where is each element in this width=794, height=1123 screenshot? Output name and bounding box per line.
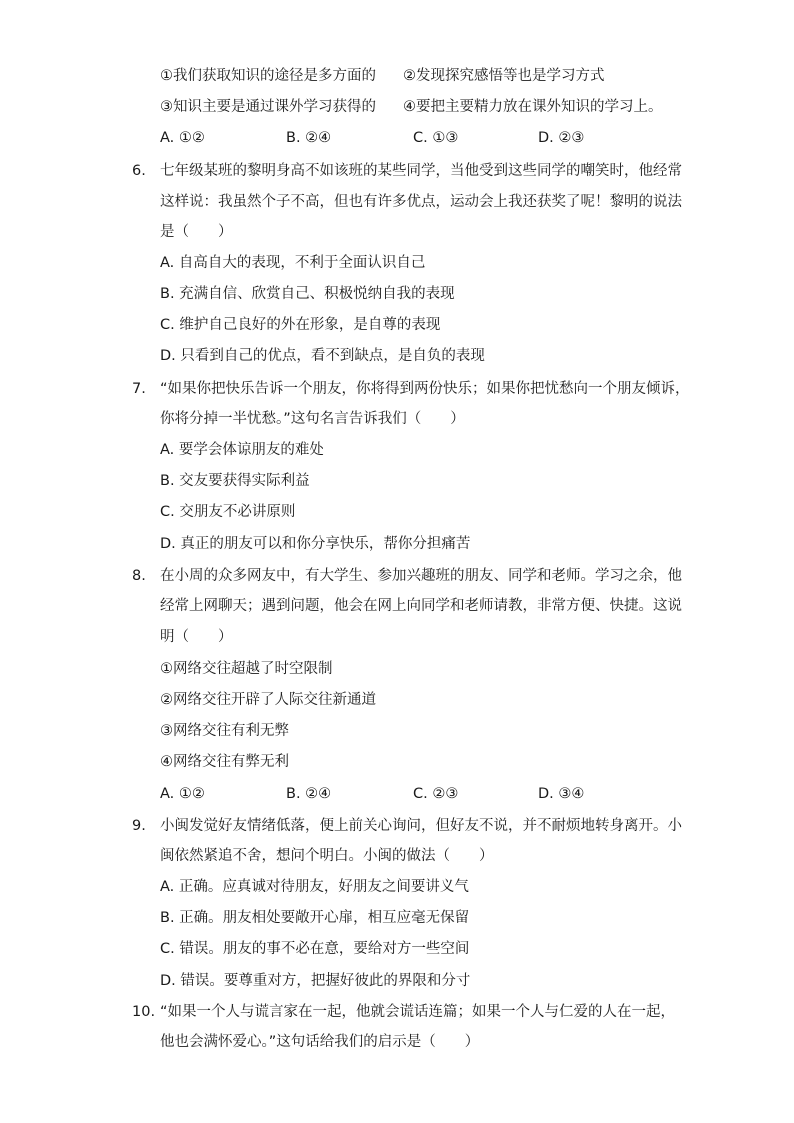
q8-statement-1: ①网络交往超越了时空限制 bbox=[160, 661, 333, 677]
question-6-text-line-2: 这样说：我虽然个子不高，但也有许多优点，运动会上我还获奖了呢！黎明的说法 bbox=[160, 194, 682, 210]
question-8-number: 8. bbox=[132, 568, 146, 584]
question-9-text-line-1: 小闽发觉好友情绪低落，便上前关心询问，但好友不说，并不耐烦地转身离开。小 bbox=[160, 818, 682, 834]
q8-option-b: B. ②④ bbox=[286, 786, 332, 802]
question-6-number: 6. bbox=[132, 163, 146, 179]
q8-statement-2: ②网络交往开辟了人际交往新通道 bbox=[160, 692, 376, 708]
q8-option-a: A. ①② bbox=[160, 786, 205, 802]
question-8-text-line-2: 经常上网聊天；遇到问题，他会在网上向同学和老师请教，非常方便、快捷。这说 bbox=[160, 598, 682, 614]
statement-4: ④要把主要精力放在课外知识的学习上。 bbox=[403, 99, 663, 115]
q9-option-d: D. 错误。要尊重对方，把握好彼此的界限和分寸 bbox=[160, 973, 471, 989]
question-8-text-line-3: 明（ ） bbox=[160, 629, 233, 645]
q7-option-d: D. 真正的朋友可以和你分享快乐，帮你分担痛苦 bbox=[160, 536, 471, 552]
q6-option-d: D. 只看到自己的优点，看不到缺点，是自负的表现 bbox=[160, 348, 485, 364]
q5-option-c: C. ①③ bbox=[413, 130, 459, 146]
question-9-text-line-2: 闽依然紧追不舍，想问个明白。小闽的做法（ ） bbox=[160, 848, 494, 864]
q9-option-b: B. 正确。朋友相处要敞开心扉，相互应毫无保留 bbox=[160, 910, 470, 926]
question-7-text-line-1: “如果你把快乐告诉一个朋友，你将得到两份快乐；如果你把忧愁向一个朋友倾诉， bbox=[160, 381, 690, 397]
statement-1: ①我们获取知识的途径是多方面的 bbox=[160, 68, 376, 84]
q6-option-c: C. 维护自己良好的外在形象，是自尊的表现 bbox=[160, 317, 441, 333]
q8-option-d: D. ③④ bbox=[538, 786, 585, 802]
q9-option-c: C. 错误。朋友的事不必在意，要给对方一些空间 bbox=[160, 941, 470, 957]
q8-statement-3: ③网络交往有利无弊 bbox=[160, 723, 289, 739]
question-10-number: 10. bbox=[132, 1004, 156, 1020]
q7-option-b: B. 交友要获得实际利益 bbox=[160, 473, 310, 489]
question-6-text-line-3: 是（ ） bbox=[160, 224, 233, 240]
q7-option-c: C. 交朋友不必讲原则 bbox=[160, 504, 296, 520]
question-7-text-line-2: 你将分掉一半忧愁。”这句名言告诉我们（ ） bbox=[160, 411, 465, 427]
question-8-text-line-1: 在小周的众多网友中，有大学生、参加兴趣班的朋友、同学和老师。学习之余，他 bbox=[160, 568, 682, 584]
statement-2: ②发现探究感悟等也是学习方式 bbox=[403, 68, 605, 84]
question-9-number: 9. bbox=[132, 818, 146, 834]
q8-option-c: C. ②③ bbox=[413, 786, 459, 802]
question-10-text-line-2: 他也会满怀爱心。”这句话给我们的启示是（ ） bbox=[160, 1034, 480, 1050]
q6-option-b: B. 充满自信、欣赏自己、积极悦纳自我的表现 bbox=[160, 286, 455, 302]
q6-option-a: A. 自高自大的表现，不利于全面认识自己 bbox=[160, 255, 426, 271]
q5-option-a: A. ①② bbox=[160, 130, 205, 146]
q5-option-b: B. ②④ bbox=[286, 130, 332, 146]
question-6-text-line-1: 七年级某班的黎明身高不如该班的某些同学，当他受到这些同学的嘲笑时，他经常 bbox=[160, 163, 682, 179]
q7-option-a: A. 要学会体谅朋友的难处 bbox=[160, 442, 324, 458]
question-7-number: 7. bbox=[132, 381, 146, 397]
q5-option-d: D. ②③ bbox=[538, 130, 585, 146]
q9-option-a: A. 正确。应真诚对待朋友，好朋友之间要讲义气 bbox=[160, 879, 469, 895]
statement-3: ③知识主要是通过课外学习获得的 bbox=[160, 99, 376, 115]
question-10-text-line-1: “如果一个人与谎言家在一起，他就会谎话连篇；如果一个人与仁爱的人在一起， bbox=[160, 1004, 676, 1020]
q8-statement-4: ④网络交往有弊无利 bbox=[160, 754, 289, 770]
